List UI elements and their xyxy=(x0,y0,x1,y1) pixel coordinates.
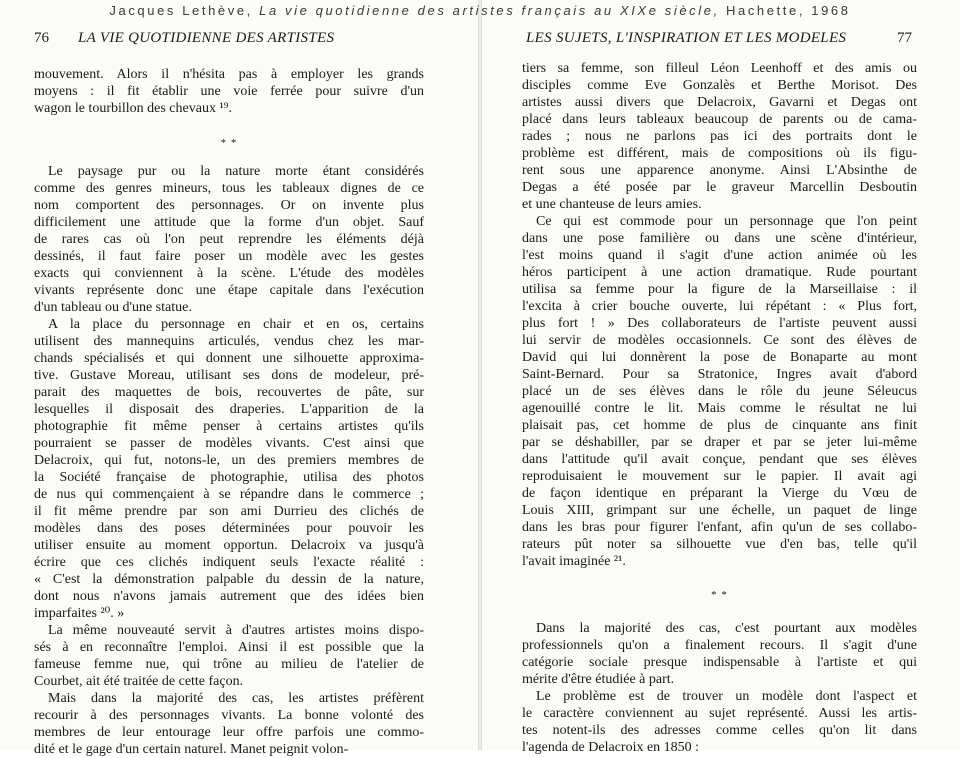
text-line: professionnels qu'on a finalement recours. Il s'agit d'une xyxy=(522,638,917,653)
text-line: rateurs pût noter sa silhouette vue d'en bas, telle qu'il xyxy=(522,537,917,552)
text-line: modèles dans des poses déterminées pour pouvoir les xyxy=(34,521,424,536)
text-line: lesquelles il disposait des draperies. L'apparition de la xyxy=(34,402,424,417)
text-line: dans l'attitude qu'il avait conçue, pendant que ses élèves xyxy=(522,452,917,467)
text-line: utilisent des mannequins articulés, vendus chez les mar- xyxy=(34,334,424,349)
text-line: imparfaites ²⁰. » xyxy=(34,606,125,621)
text-line: utilisa sa femme pour la figure de la Marseillaise : il xyxy=(522,282,917,297)
text-line: exacts qui conviennent à la scène. L'étude des modèles xyxy=(34,266,424,281)
running-head: LES SUJETS, L'INSPIRATION ET LES MODELES xyxy=(526,30,847,46)
blank-line xyxy=(34,117,424,133)
text-line: Mais dans la majorité des cas, les artistes préfèrent xyxy=(48,691,424,706)
text-line: mérite d'être étudiée à part. xyxy=(522,672,675,687)
text-line: dans les bras pour figurer l'enfant, afin qu'un de ses collabo- xyxy=(522,520,917,535)
text-line: tive. Gustave Moreau, utilisant ses dons de modeleur, pré- xyxy=(34,368,424,383)
text-line: dans une pose familière ou dans une scène d'intérieur, xyxy=(522,231,917,246)
text-line: l'agenda de Delacroix en 1850 : xyxy=(522,740,700,755)
text-line: Dans la majorité des cas, c'est pourtant aux modèles xyxy=(536,621,917,636)
text-line: recourir à des personnages vivants. La bonne volonté des xyxy=(34,708,424,723)
page-number: 77 xyxy=(897,30,912,46)
text-line: lui servir de modèles occasionnels. Ce sont des élèves de xyxy=(522,333,917,348)
text-line: photographie fit même penser à certains artistes qu'ils xyxy=(34,419,424,434)
text-line: nom comportent des personnages. Or on invente plus xyxy=(34,198,424,213)
text-line: la Société française de photographie, utilisa des photos xyxy=(34,470,424,485)
citation-title: La vie quotidienne des artistes français au XIXe siècle, xyxy=(259,3,720,18)
citation-header xyxy=(0,3,960,18)
text-line: Courbet, ait été traitée de cette façon. xyxy=(34,674,244,689)
text-line: l'avait imaginée ²¹. xyxy=(522,554,626,569)
running-head: LA VIE QUOTIDIENNE DES ARTISTES xyxy=(78,30,335,46)
text-line: le caractère conviennent au sujet représenté. Aussi les artis- xyxy=(522,706,917,721)
text-line: agenouillé contre le lit. Mais comme le résultat ne lui xyxy=(522,401,917,416)
page-number: 76 xyxy=(34,30,49,46)
citation-publisher: Hachette, 1968 xyxy=(726,3,851,18)
text-line: artistes aussi divers que Delacroix, Gavarni et Degas ont xyxy=(522,95,917,110)
text-line: dité et le gage d'un certain naturel. Manet peignit volon- xyxy=(34,742,349,757)
text-line: l'est moins quand il s'agit d'une action animée où les xyxy=(522,248,917,263)
text-line: difficilement une attitude que la forme d'un objet. Sauf xyxy=(34,215,424,230)
text-line: comme des genres mineurs, tous les tableaux dignes de ce xyxy=(34,181,424,196)
text-column xyxy=(522,60,917,756)
text-line: utiliser ensuite au moment opportun. Delacroix va jusqu'à xyxy=(34,538,424,553)
text-line: Ce qui est commode pour un personnage que l'on peint xyxy=(536,214,917,229)
text-line: l'excita à crier bouche ouverte, lui répétant : « Plus fort, xyxy=(522,299,917,314)
text-line: plaisait pas, cet homme de plus de cinquante ans finit xyxy=(522,418,917,433)
text-line: de rares cas où l'on peut reprendre les éléments déjà xyxy=(34,232,424,247)
text-line: Saint-Bernard. Pour sa Stratonice, Ingres avait d'abord xyxy=(522,367,917,382)
text-line: rent sous une apparence anonyme. Ainsi L'Absinthe de xyxy=(522,163,917,178)
left-page xyxy=(0,0,478,757)
text-line: de façon identique en préparant la Vierge du Vœu de xyxy=(522,486,917,501)
text-line: et une chanteuse de leurs amies. xyxy=(522,197,702,212)
section-break: * * xyxy=(220,137,238,149)
text-line: écrire que ces clichés indiquent seuls l'exacte réalité : xyxy=(34,555,424,570)
text-line: reproduisaient le mouvement sur le papier. Il avait agi xyxy=(522,469,917,484)
text-column xyxy=(34,66,424,758)
text-line: tiers sa femme, son filleul Léon Leenhoff et des amis ou xyxy=(522,61,917,76)
text-line: par se déshabiller, par se draper et par se jeter lui-même xyxy=(522,435,917,450)
right-page xyxy=(482,0,960,755)
text-line: problème est différent, mais de compositions où ils figu- xyxy=(522,146,917,161)
text-line: disciples comme Eve Gonzalès et Berthe Morisot. Des xyxy=(522,78,917,93)
text-line: moyens : il fit établir une voie ferrée pour suivre d'un xyxy=(34,84,424,99)
text-line: pourraient se passer de modèles vivants. C'est ainsi que xyxy=(34,436,424,451)
citation-author: Jacques Lethève, xyxy=(109,3,253,18)
text-line: « C'est la démonstration palpable du dessin de la nature, xyxy=(34,572,424,587)
text-line: plus fort ! » Des collaborateurs de l'artiste peuvent aussi xyxy=(522,316,917,331)
text-line: placé dans leurs tableaux beaucoup de parents ou de cama- xyxy=(522,112,917,127)
text-line: Le problème est de trouver un modèle dont l'aspect et xyxy=(536,689,917,704)
section-break: * * xyxy=(711,589,728,601)
text-line: catégorie sociale presque indispensable à l'artiste et qui xyxy=(522,655,917,670)
text-line: de nus qui commençaient à se répandre dans le commerce ; xyxy=(34,487,424,502)
text-line: fameuse femme nue, qui trône au milieu de l'atelier de xyxy=(34,657,424,672)
text-line: dessinés, il faut faire poser un modèle avec les gestes xyxy=(34,249,424,264)
text-line: mouvement. Alors il n'hésita pas à employer les grands xyxy=(34,67,424,82)
text-line: chands spécialisés et qui donnent une silhouette approxima- xyxy=(34,351,424,366)
text-line: Louis XIII, grimpant sur une échelle, un paquet de linge xyxy=(522,503,917,518)
text-line: parait des maquettes de bois, recouvertes de pâte, sur xyxy=(34,385,424,400)
text-line: dont nous n'avons jamais autrement que des idées bien xyxy=(34,589,424,604)
text-line: vivants représente donc une étape capitale dans l'exécution xyxy=(34,283,424,298)
text-line: sés à en reconnaître l'emploi. Ainsi il est possible que la xyxy=(34,640,424,655)
text-line: La même nouveauté servit à d'autres artistes moins dispo- xyxy=(48,623,424,638)
text-line: Le paysage pur ou la nature morte étant considérés xyxy=(48,164,424,179)
text-line: d'un tableau ou d'une statue. xyxy=(34,300,192,315)
text-line: A la place du personnage en chair et en os, certains xyxy=(48,317,424,332)
text-line: David qui lui donnèrent la pose de Bonaparte au mont xyxy=(522,350,917,365)
text-line: il fit même prendre par son ami Durrieu des clichés de xyxy=(34,504,424,519)
text-line: Degas a été posée par le graveur Marcellin Desboutin xyxy=(522,180,917,195)
text-line: rades ; nous ne parlons pas ici des portraits dont le xyxy=(522,129,917,144)
text-line: héros participent à une action dramatique. Rude pourtant xyxy=(522,265,917,280)
text-line: membres de leur entourage leur offre parfois une commo- xyxy=(34,725,424,740)
text-line: placé un de ses élèves dans le rôle du jeune Séleucus xyxy=(522,384,917,399)
text-line: wagon le tourbillon des chevaux ¹⁹. xyxy=(34,101,233,116)
text-line: tes notent-ils des adresses comme celles qu'on lit dans xyxy=(522,723,917,738)
text-line: Delacroix, qui fut, notons-le, un des premiers membres de xyxy=(34,453,424,468)
